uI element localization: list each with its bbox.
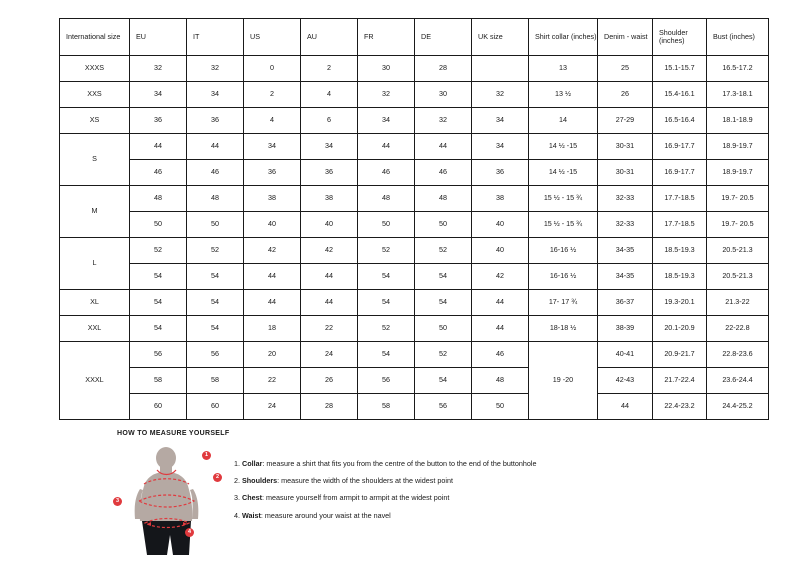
cell-collar: 14 (529, 108, 598, 134)
step-text-chest: : measure yourself from armpit to armpit at the widest point (261, 493, 450, 503)
table-row (60, 160, 769, 186)
col-header-denim-waist: Denim - waist (598, 19, 653, 56)
cell-shoulder: 19.3-20.1 (653, 290, 707, 316)
cell-denim: 27-29 (598, 108, 653, 134)
row-size-label: XXXL (60, 342, 130, 420)
cell-denim: 32-33 (598, 186, 653, 212)
col-header-de: DE (415, 19, 472, 56)
cell-denim: 25 (598, 56, 653, 82)
cell-denim: 30-31 (598, 160, 653, 186)
cell-fr: 48 (358, 186, 415, 212)
cell-fr: 32 (358, 82, 415, 108)
cell-us: 40 (244, 212, 301, 238)
torso-diagram-icon (117, 445, 222, 570)
measure-step-waist: 4. Waist: measure around your waist at the navel (234, 510, 391, 520)
cell-collar: 13 ½ (529, 82, 598, 108)
cell-de: 54 (415, 368, 472, 394)
table-row (60, 264, 769, 290)
cell-eu: 60 (130, 394, 187, 420)
cell-uk: 46 (472, 342, 529, 368)
cell-fr: 46 (358, 160, 415, 186)
size-chart-container (59, 18, 755, 420)
cell-denim: 30-31 (598, 134, 653, 160)
cell-shoulder: 15.1-15.7 (653, 56, 707, 82)
cell-shoulder: 22.4-23.2 (653, 394, 707, 420)
cell-de: 56 (415, 394, 472, 420)
cell-uk: 48 (472, 368, 529, 394)
table-row (60, 316, 769, 342)
cell-denim: 32-33 (598, 212, 653, 238)
how-to-measure-section (117, 430, 737, 565)
cell-au: 44 (301, 290, 358, 316)
cell-au: 2 (301, 56, 358, 82)
cell-us: 22 (244, 368, 301, 394)
cell-uk: 34 (472, 134, 529, 160)
step-text-collar: : measure a shirt that fits you from the centre of the button to the end of the buttonhole (262, 459, 537, 468)
step-number-4: 4 (234, 510, 238, 520)
cell-eu: 34 (130, 82, 187, 108)
row-size-label: M (60, 186, 130, 238)
cell-fr: 50 (358, 212, 415, 238)
row-size-label: S (60, 134, 130, 186)
cell-fr: 54 (358, 264, 415, 290)
cell-au: 26 (301, 368, 358, 394)
cell-collar: 14 ½ -15 (529, 134, 598, 160)
cell-it: 54 (187, 264, 244, 290)
cell-de: 30 (415, 82, 472, 108)
cell-fr: 34 (358, 108, 415, 134)
cell-it: 60 (187, 394, 244, 420)
cell-au: 42 (301, 238, 358, 264)
measure-step-collar: 1. Collar: measure a shirt that fits you from the centre of the button to the end of the buttonhole (234, 459, 537, 468)
cell-de: 50 (415, 212, 472, 238)
cell-shoulder: 20.1-20.9 (653, 316, 707, 342)
cell-eu: 54 (130, 264, 187, 290)
step-number-3: 3 (234, 493, 238, 503)
cell-shoulder: 20.9-21.7 (653, 342, 707, 368)
cell-de: 52 (415, 238, 472, 264)
cell-eu: 32 (130, 56, 187, 82)
cell-uk: 36 (472, 160, 529, 186)
cell-de: 28 (415, 56, 472, 82)
cell-eu: 36 (130, 108, 187, 134)
cell-shoulder: 16.9-17.7 (653, 160, 707, 186)
cell-us: 18 (244, 316, 301, 342)
cell-it: 36 (187, 108, 244, 134)
cell-shoulder: 18.5-19.3 (653, 238, 707, 264)
cell-us: 36 (244, 160, 301, 186)
cell-uk: 40 (472, 238, 529, 264)
table-header-row (60, 19, 769, 56)
measure-step-chest: 3. Chest: measure yourself from armpit to armpit at the widest point (234, 493, 450, 503)
cell-denim: 40-41 (598, 342, 653, 368)
step-label-chest: Chest (242, 493, 262, 503)
how-to-measure-body (117, 445, 737, 565)
cell-us: 24 (244, 394, 301, 420)
cell-eu: 44 (130, 134, 187, 160)
cell-uk (472, 56, 529, 82)
cell-de: 44 (415, 134, 472, 160)
cell-uk: 42 (472, 264, 529, 290)
cell-de: 54 (415, 290, 472, 316)
size-chart-table (59, 18, 769, 420)
cell-collar: 18-18 ½ (529, 316, 598, 342)
cell-collar: 16-16 ½ (529, 264, 598, 290)
table-row (60, 290, 769, 316)
cell-au: 4 (301, 82, 358, 108)
cell-it: 52 (187, 238, 244, 264)
cell-it: 54 (187, 316, 244, 342)
cell-fr: 44 (358, 134, 415, 160)
cell-au: 22 (301, 316, 358, 342)
step-label-waist: Waist (242, 510, 261, 520)
table-row (60, 368, 769, 394)
cell-au: 44 (301, 264, 358, 290)
cell-de: 48 (415, 186, 472, 212)
cell-bust: 18.9-19.7 (707, 134, 769, 160)
cell-uk: 34 (472, 108, 529, 134)
step-number-2: 2 (234, 476, 238, 486)
cell-bust: 16.5-17.2 (707, 56, 769, 82)
cell-us: 20 (244, 342, 301, 368)
cell-eu: 52 (130, 238, 187, 264)
cell-au: 6 (301, 108, 358, 134)
cell-uk: 40 (472, 212, 529, 238)
table-row (60, 56, 769, 82)
row-size-label: L (60, 238, 130, 290)
cell-it: 48 (187, 186, 244, 212)
step-text-waist: : measure around your waist at the navel (260, 510, 391, 520)
body-figure-illustration (117, 445, 222, 565)
col-header-bust: Bust (inches) (707, 19, 769, 56)
cell-it: 50 (187, 212, 244, 238)
how-to-measure-title: HOW TO MEASURE YOURSELF (117, 430, 230, 437)
cell-it: 32 (187, 56, 244, 82)
cell-collar: 19 -20 (529, 342, 598, 420)
cell-shoulder: 18.5-19.3 (653, 264, 707, 290)
cell-denim: 34-35 (598, 238, 653, 264)
cell-shoulder: 15.4-16.1 (653, 82, 707, 108)
table-row (60, 186, 769, 212)
cell-collar: 17- 17 ¾ (529, 290, 598, 316)
cell-collar: 15 ½ - 15 ¾ (529, 186, 598, 212)
cell-bust: 24.4-25.2 (707, 394, 769, 420)
cell-bust: 17.3-18.1 (707, 82, 769, 108)
table-header (60, 19, 769, 56)
cell-it: 58 (187, 368, 244, 394)
cell-shoulder: 17.7-18.5 (653, 186, 707, 212)
cell-collar: 14 ½ -15 (529, 160, 598, 186)
cell-us: 2 (244, 82, 301, 108)
cell-shoulder: 21.7-22.4 (653, 368, 707, 394)
cell-denim: 42-43 (598, 368, 653, 394)
cell-fr: 30 (358, 56, 415, 82)
col-header-eu: EU (130, 19, 187, 56)
cell-us: 44 (244, 264, 301, 290)
cell-de: 54 (415, 264, 472, 290)
cell-collar: 13 (529, 56, 598, 82)
cell-bust: 18.1-18.9 (707, 108, 769, 134)
cell-bust: 22.8-23.6 (707, 342, 769, 368)
cell-bust: 19.7- 20.5 (707, 186, 769, 212)
cell-bust: 20.5-21.3 (707, 264, 769, 290)
table-row (60, 134, 769, 160)
col-header-shirt-collar: Shirt collar (inches) (529, 19, 598, 56)
cell-us: 0 (244, 56, 301, 82)
cell-uk: 44 (472, 316, 529, 342)
table-row (60, 82, 769, 108)
cell-us: 44 (244, 290, 301, 316)
cell-au: 28 (301, 394, 358, 420)
table-row (60, 342, 769, 368)
cell-shoulder: 16.9-17.7 (653, 134, 707, 160)
cell-uk: 38 (472, 186, 529, 212)
cell-eu: 58 (130, 368, 187, 394)
row-size-label: XL (60, 290, 130, 316)
step-text-shoulders: : measure the width of the shoulders at the widest point (277, 476, 453, 486)
row-size-label: XXS (60, 82, 130, 108)
cell-it: 56 (187, 342, 244, 368)
col-header-fr: FR (358, 19, 415, 56)
cell-bust: 23.6-24.4 (707, 368, 769, 394)
cell-de: 32 (415, 108, 472, 134)
cell-bust: 19.7- 20.5 (707, 212, 769, 238)
col-header-it: IT (187, 19, 244, 56)
cell-fr: 54 (358, 342, 415, 368)
col-header-au: AU (301, 19, 358, 56)
cell-collar: 15 ½ - 15 ¾ (529, 212, 598, 238)
table-body (60, 56, 769, 420)
cell-us: 42 (244, 238, 301, 264)
col-header-international-size: International size (60, 19, 130, 56)
row-size-label: XS (60, 108, 130, 134)
cell-bust: 20.5-21.3 (707, 238, 769, 264)
cell-fr: 52 (358, 316, 415, 342)
cell-shoulder: 17.7-18.5 (653, 212, 707, 238)
cell-de: 50 (415, 316, 472, 342)
cell-eu: 48 (130, 186, 187, 212)
cell-eu: 56 (130, 342, 187, 368)
cell-denim: 44 (598, 394, 653, 420)
cell-eu: 46 (130, 160, 187, 186)
row-size-label: XXXS (60, 56, 130, 82)
table-row (60, 394, 769, 420)
cell-us: 34 (244, 134, 301, 160)
cell-fr: 54 (358, 290, 415, 316)
cell-it: 54 (187, 290, 244, 316)
cell-denim: 38-39 (598, 316, 653, 342)
measure-step-shoulders: 2. Shoulders: measure the width of the shoulders at the widest point (234, 476, 453, 486)
step-number-1: 1 (234, 459, 238, 468)
cell-fr: 52 (358, 238, 415, 264)
cell-eu: 54 (130, 316, 187, 342)
table-row (60, 212, 769, 238)
col-header-uk-size: UK size (472, 19, 529, 56)
cell-eu: 54 (130, 290, 187, 316)
measure-steps-list (234, 445, 536, 528)
col-header-us: US (244, 19, 301, 56)
cell-au: 38 (301, 186, 358, 212)
badge-4: 4 (185, 528, 194, 537)
cell-denim: 26 (598, 82, 653, 108)
row-size-label: XXL (60, 316, 130, 342)
cell-eu: 50 (130, 212, 187, 238)
cell-it: 34 (187, 82, 244, 108)
cell-bust: 21.3-22 (707, 290, 769, 316)
cell-uk: 50 (472, 394, 529, 420)
badge-3: 3 (113, 497, 122, 506)
step-label-shoulders: Shoulders (242, 476, 278, 486)
cell-au: 34 (301, 134, 358, 160)
col-header-shoulder: Shoulder (inches) (653, 19, 707, 56)
cell-it: 46 (187, 160, 244, 186)
badge-1: 1 (202, 451, 211, 460)
cell-uk: 44 (472, 290, 529, 316)
step-label-collar: Collar (242, 459, 263, 468)
table-row (60, 108, 769, 134)
badge-2: 2 (213, 473, 222, 482)
cell-fr: 56 (358, 368, 415, 394)
cell-uk: 32 (472, 82, 529, 108)
cell-us: 4 (244, 108, 301, 134)
table-row (60, 238, 769, 264)
cell-bust: 22-22.8 (707, 316, 769, 342)
cell-shoulder: 16.5-16.4 (653, 108, 707, 134)
cell-au: 40 (301, 212, 358, 238)
cell-de: 46 (415, 160, 472, 186)
cell-au: 36 (301, 160, 358, 186)
cell-us: 38 (244, 186, 301, 212)
cell-au: 24 (301, 342, 358, 368)
cell-de: 52 (415, 342, 472, 368)
cell-it: 44 (187, 134, 244, 160)
cell-collar: 16-16 ½ (529, 238, 598, 264)
cell-fr: 58 (358, 394, 415, 420)
cell-bust: 18.9-19.7 (707, 160, 769, 186)
cell-denim: 36-37 (598, 290, 653, 316)
cell-denim: 34-35 (598, 264, 653, 290)
